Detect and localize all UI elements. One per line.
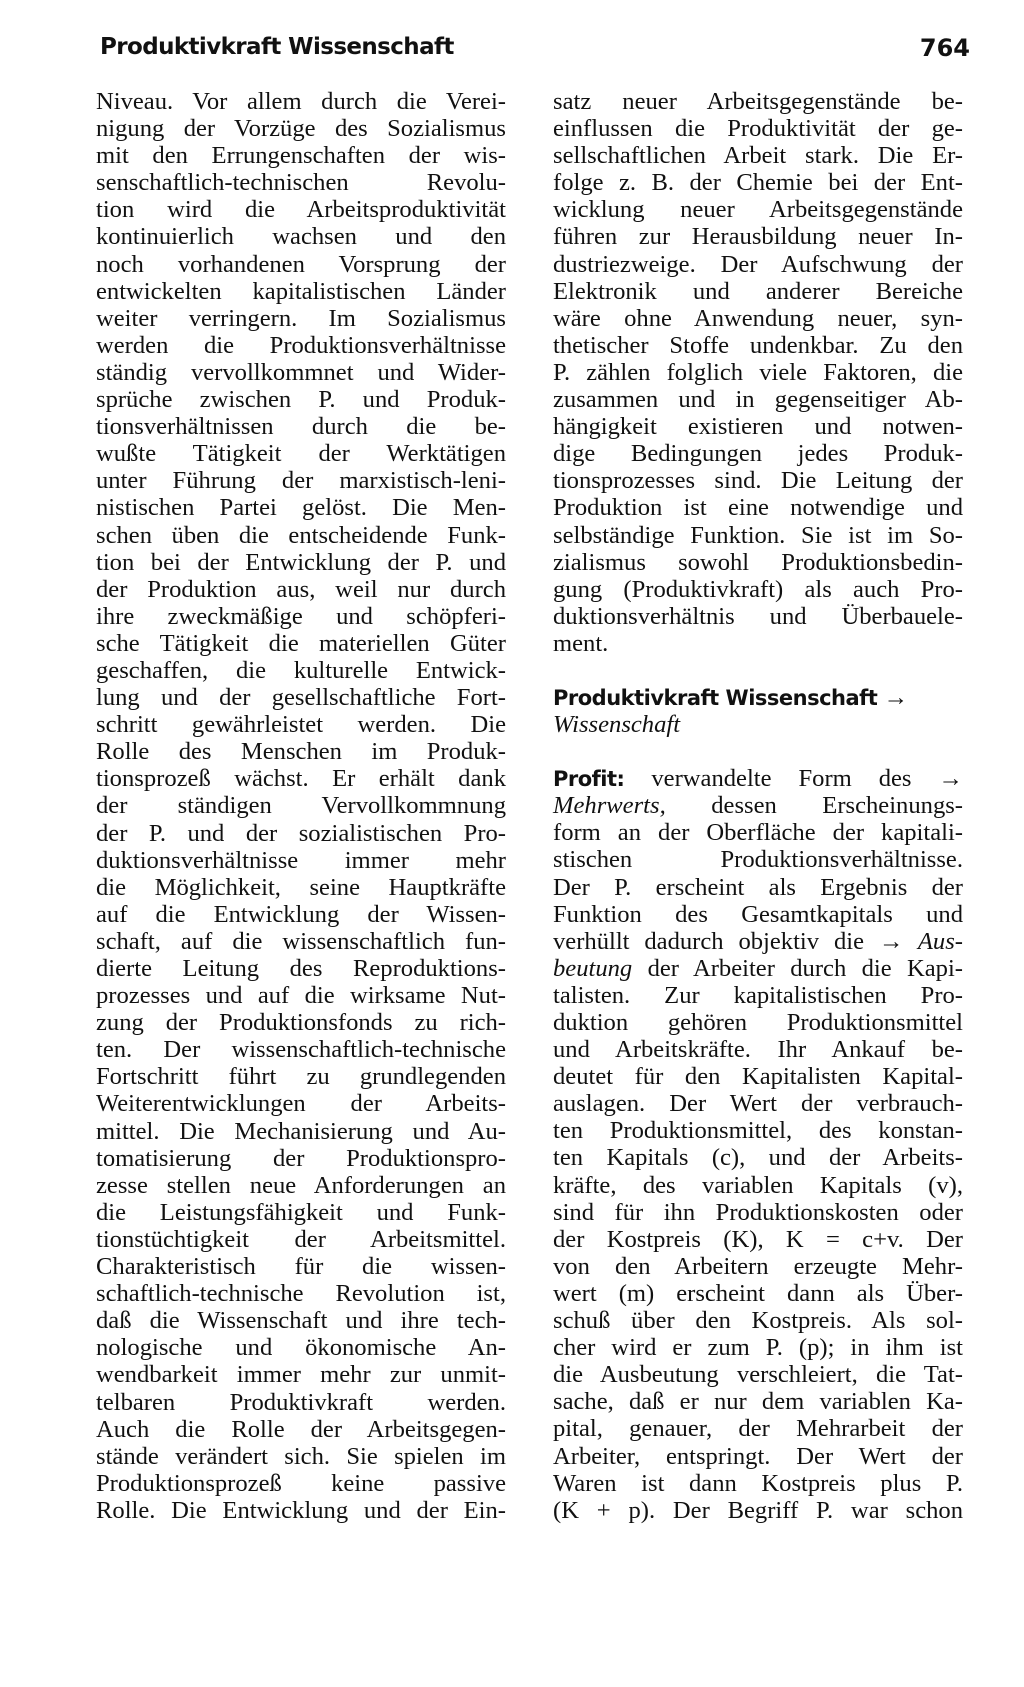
text-line: geschaffen, die kulturelle Entwick- [96,656,506,684]
text-line: zialismus sowohl Produktionsbedin- [553,548,963,576]
text-line: duktionsverhältnis und Überbauele- [553,602,963,630]
text-line: noch vorhandenen Vorsprung der [96,250,506,278]
text-line: und Arbeitskräfte. Ihr Ankauf be- [553,1036,963,1064]
text-line: ständig vervollkommnet und Wider- [96,358,506,386]
entry-keyword-profit: Profit: [553,767,625,792]
text-line: tionsprozeß wächst. Er erhält dank [96,765,506,793]
text-line: duktionsverhältnisse immer mehr [96,846,506,874]
text-line: die Ausbeutung verschleiert, die Tat- [553,1361,963,1389]
text-line: Produktionsprozeß keine passive [96,1469,506,1497]
entry-profit [553,765,963,1524]
text-line: der P. und der sozialistischen Pro- [96,819,506,847]
text-line: Fortschritt führt zu grundlegenden [96,1063,506,1091]
text-line: Rolle. Die Entwicklung und der Ein- [96,1496,506,1524]
text-line: Funktion des Gesamtkapitals und [553,900,963,928]
text-line: dierte Leitung des Reproduktions- [96,955,506,982]
text-line: die Leistungsfähigkeit und Funk- [96,1198,506,1226]
text-line: der ständigen Vervollkommnung [96,792,506,820]
text-line: ihre zweckmäßige und schöpferi- [96,602,506,630]
left-column [96,88,506,1524]
text-line: auf die Entwicklung der Wissen- [96,900,506,928]
text-line: Niveau. Vor allem durch die Verei- [96,88,506,115]
text-line: zusammen und in gegenseitiger Ab- [553,386,963,414]
text-line: schaft, auf die wissenschaftlich fun- [96,927,506,955]
entry-produktivkraft-wissenschaft [553,684,963,738]
entry-text: verwandelte Form des [624,765,939,793]
text-line: führen zur Herausbildung neuer In- [553,223,963,251]
text-line: zesse stellen neue Anforderungen an [96,1171,506,1199]
text-line: dige Bedingungen jedes Produk- [553,440,963,468]
text-line: thetischer Stoffe undenkbar. Zu den [553,331,963,359]
text-line: kontinuierlich wachsen und den [96,223,506,251]
text-line: auslagen. Der Wert der verbrauch- [553,1090,963,1118]
text-line: mit den Errungenschaften der wis- [96,142,506,170]
text-line: einflussen die Produktivität der ge- [553,115,963,143]
cross-reference-arrow: → [883,683,909,711]
entry-spacer [553,657,963,684]
text-line: ten Produktionsmittel, des konstan- [553,1117,963,1145]
running-head-title: Produktivkraft Wissenschaft [100,34,454,60]
text-line: schen üben die entscheidende Funk- [96,521,506,549]
text-line: von den Arbeitern erzeugte Mehr- [553,1252,963,1280]
text-line: Elektronik und anderer Bereiche [553,277,963,305]
page-number: 764 [919,34,970,62]
text-line: schritt gewährleistet werden. Die [96,711,506,739]
text-line: ten Kapitals (c), und der Arbeits- [553,1144,963,1172]
text-line: cher wird er zum P. (p); in ihm ist [553,1334,963,1362]
text-line: der Kostpreis (K), K = c+v. Der [553,1225,963,1253]
text-line: schuß über den Kostpreis. Als sol- [553,1307,963,1335]
text-line: sellschaftlichen Arbeit stark. Die Er- [553,142,963,170]
text-line: (K + p). Der Begriff P. war schon [553,1496,963,1524]
text-line: nistischen Partei gelöst. Die Men- [96,494,506,522]
cross-reference-wissenschaft: Wissenschaft [553,711,681,739]
text-line: form an der Oberfläche der kapitali- [553,819,963,847]
text-line: der Produktion aus, weil nur durch [96,575,506,603]
text-line: zung der Produktionsfonds zu rich- [96,1009,506,1037]
text-line: wicklung neuer Arbeitsgegenstände [553,196,963,224]
text-line: satz neuer Arbeitsgegenstände be- [553,88,963,115]
text-line: werden die Produktionsverhältnisse [96,331,506,359]
cross-reference-arrow: → [878,927,904,955]
text-line: telbaren Produktivkraft werden. [96,1388,506,1416]
text-line: duktion gehören Produktionsmittel [553,1009,963,1036]
text-line: selbständige Funktion. Sie ist im So- [553,521,963,549]
cross-reference-mehrwert: Mehrwerts, [553,792,666,820]
text-line: wußte Tätigkeit der Werktätigen [96,440,506,468]
text-line: folge z. B. der Chemie bei der Ent- [553,169,963,197]
cross-reference-ausbeutung: Aus- [903,927,963,955]
text-line: ten. Der wissenschaftlich-technische [96,1036,506,1064]
text-line: sprüche zwischen P. und Produk- [96,386,506,414]
text-line: wert (m) erscheint dann als Über- [553,1279,963,1307]
entry-keyword: Produktivkraft Wissenschaft [553,685,878,710]
text-line: tomatisierung der Produktionspro- [96,1144,506,1172]
text-line: sche Tätigkeit die materiellen Güter [96,629,506,657]
text-line: dustriezweige. Der Aufschwung der [553,250,963,278]
cross-reference-ausbeutung-cont: beutung [553,954,633,982]
entry-text: dessen Erscheinungs- [665,792,963,820]
text-line: tionsprozesses sind. Die Leitung der [553,467,963,495]
entry-text: der Arbeiter durch die Kapi- [632,954,963,982]
text-line: daß die Wissenschaft und ihre tech- [96,1307,506,1335]
text-line: sache, daß er nur dem variablen Ka- [553,1388,963,1416]
text-line: gung (Produktivkraft) als auch Pro- [553,575,963,603]
text-line: nologische und ökonomische An- [96,1334,506,1362]
text-line: pital, genauer, der Mehrarbeit der [553,1415,963,1443]
text-line: nigung der Vorzüge des Sozialismus [96,115,506,143]
text-line: Arbeiter, entspringt. Der Wert der [553,1442,963,1470]
text-line: Der P. erscheint als Ergebnis der [553,873,963,901]
text-line: deutet für den Kapitalisten Kapital- [553,1063,963,1091]
text-line: ment. [553,629,609,657]
text-line: tionsverhältnissen durch die be- [96,413,506,441]
text-line: P. zählen folglich viele Faktoren, die [553,358,963,386]
text-line: Rolle des Menschen im Produk- [96,738,506,766]
text-line: stischen Produktionsverhältnisse. [553,846,963,874]
entry-spacer [553,738,963,765]
entry-text: verhüllt dadurch objektiv die [553,927,879,955]
running-head [100,34,970,74]
text-line: hängigkeit existieren und notwen- [553,413,963,441]
text-line: wäre ohne Anwendung neuer, syn- [553,304,963,332]
text-line: talisten. Zur kapitalistischen Pro- [553,981,963,1009]
text-line: Waren ist dann Kostpreis plus P. [553,1469,963,1497]
text-line: unter Führung der marxistisch-leni- [96,467,506,495]
text-line: tionstüchtigkeit der Arbeitsmittel. [96,1225,506,1253]
text-line: Charakteristisch für die wissen- [96,1253,506,1281]
text-line: schaftlich-technische Revolution ist, [96,1280,506,1308]
text-line: weiter verringern. Im Sozialismus [96,304,506,332]
cross-reference-arrow: → [938,765,963,793]
produktivkraefte-entry-continuation [553,88,963,657]
text-line: lung und der gesellschaftliche Fort- [96,684,506,712]
text-line: stände verändert sich. Sie spielen im [96,1442,506,1470]
text-line: die Möglichkeit, seine Hauptkräfte [96,873,506,901]
text-line: mittel. Die Mechanisierung und Au- [96,1117,506,1145]
text-line: wendbarkeit immer mehr zur unmit- [96,1361,506,1389]
text-line: entwickelten kapitalistischen Länder [96,277,506,305]
text-line: Weiterentwicklungen der Arbeits- [96,1090,506,1118]
text-line: tion bei der Entwicklung der P. und [96,548,506,576]
text-line: prozesses und auf die wirksame Nut- [96,982,506,1010]
right-column [553,88,963,1524]
text-line: tion wird die Arbeitsproduktivität [96,196,506,224]
text-line: Produktion ist eine notwendige und [553,494,963,522]
text-line: sind für ihn Produktionskosten oder [553,1198,963,1226]
text-line: Auch die Rolle der Arbeitsgegen- [96,1415,506,1443]
text-line: senschaftlich-technischen Revolu- [96,169,506,197]
text-line: kräfte, des variablen Kapitals (v), [553,1171,963,1199]
